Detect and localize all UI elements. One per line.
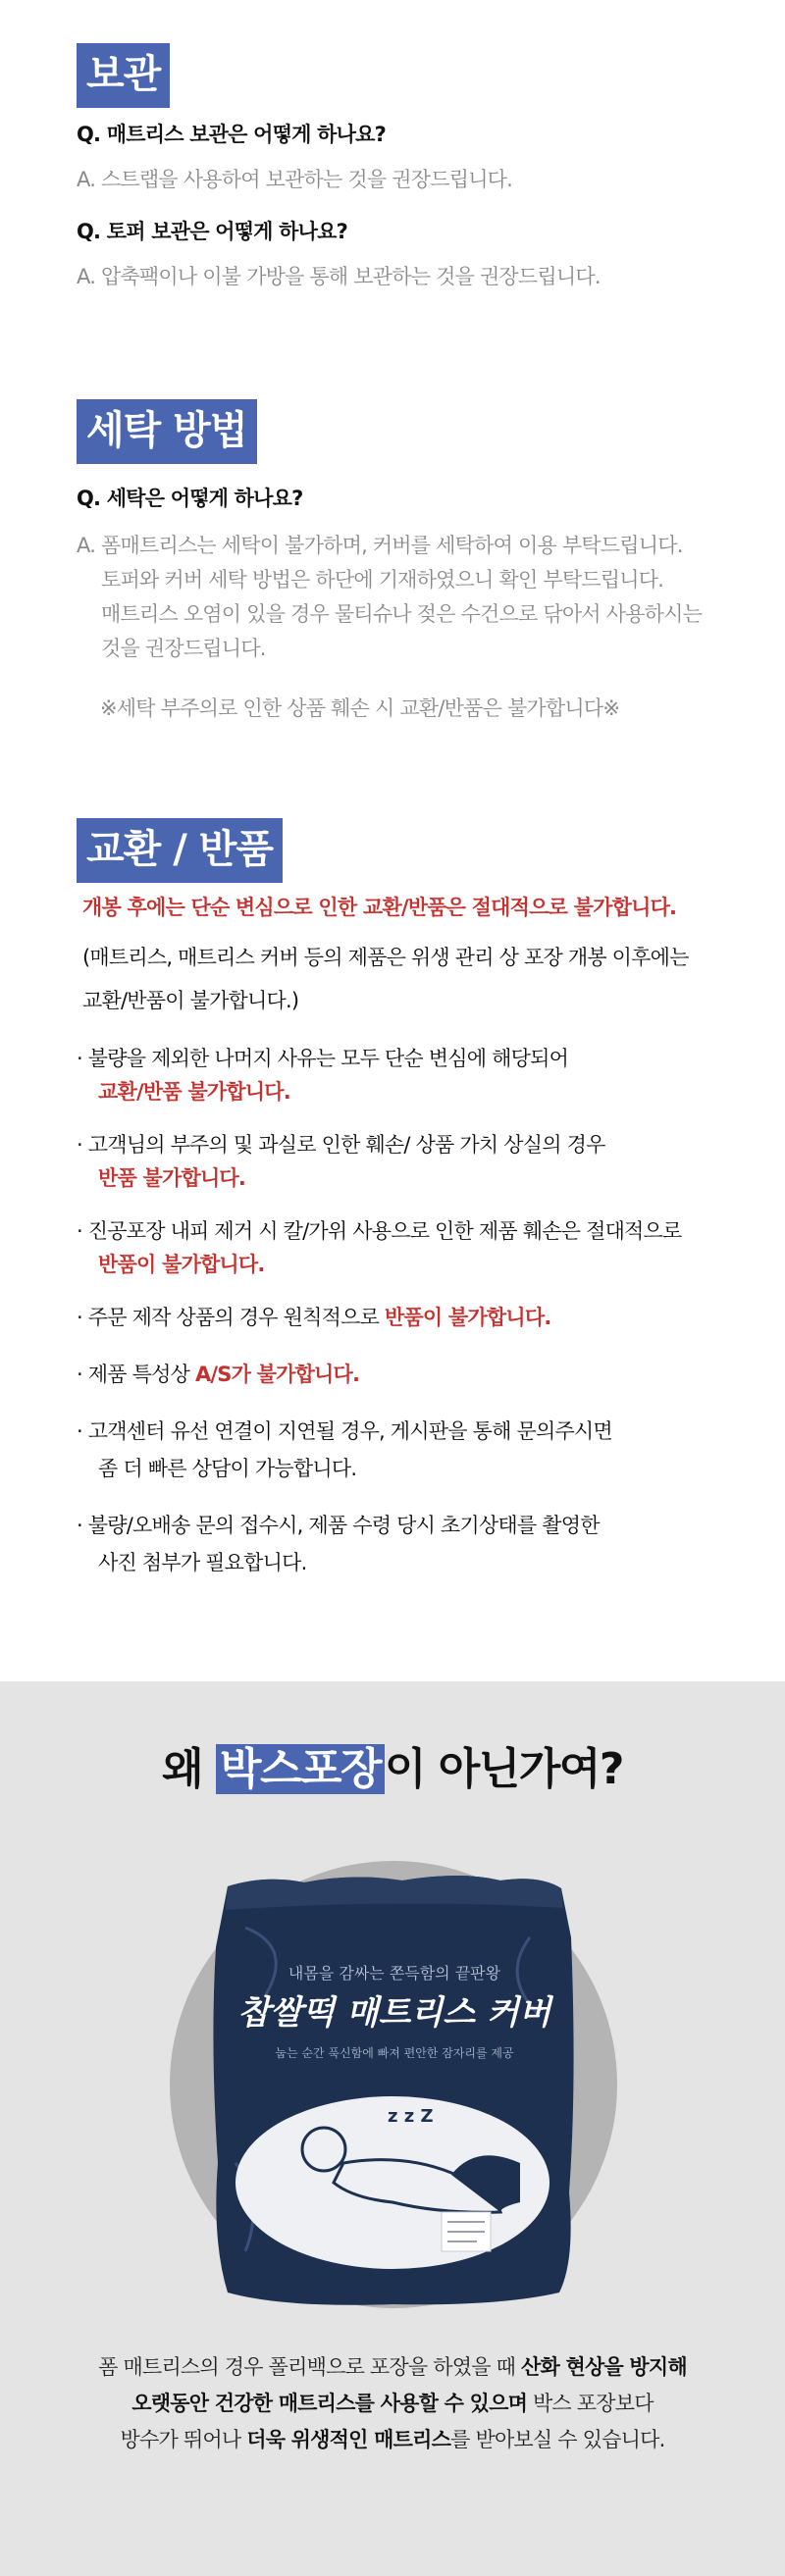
bullet-text: · 불량/오배송 문의 접수시, 제품 수령 당시 초기상태를 촬영한	[77, 1514, 600, 1537]
washing-answer-line: 토퍼와 커버 세탁 방법은 하단에 기재하였으니 확인 부탁드립니다.	[101, 568, 664, 592]
why-box-title	[0, 1740, 785, 1799]
zzz-text: z z Z	[388, 2106, 434, 2127]
storage-answer-2: A. 압축팩이나 이불 가방을 통해 보관하는 것을 권장드립니다.	[77, 265, 601, 288]
bullet-warning: 반품 불가합니다.	[98, 1166, 246, 1190]
bullet-warning: 반품이 불가합니다.	[384, 1306, 551, 1329]
bullet-text: · 고객센터 유선 연결이 지연될 경우, 게시판을 통해 문의주시면	[77, 1419, 612, 1443]
bullet-warning: A/S가 불가합니다.	[194, 1363, 360, 1386]
exchange-bullet-list	[77, 1040, 714, 1581]
washing-section	[77, 399, 714, 723]
bag-subtitle: 눕는 순간 푹신함에 빠져 편안한 잠자리를 제공	[275, 2046, 514, 2060]
list-item	[77, 1507, 714, 1581]
desc-bold: 산화 현상을 방지해	[520, 2355, 687, 2379]
bullet-warning: 교환/반품 불가합니다.	[98, 1080, 290, 1104]
exchange-warning: 개봉 후에는 단순 변심으로 인한 교환/반품은 절대적으로 불가합니다.	[82, 896, 677, 919]
washing-answer-line: 것을 권장드립니다.	[101, 637, 266, 660]
bullet-text: 사진 첨부가 필요합니다.	[98, 1551, 307, 1574]
bullet-text: 좀 더 빠른 상담이 가능합니다.	[98, 1457, 357, 1480]
desc-bold: 더욱 위생적인 매트리스	[246, 2428, 451, 2451]
exchange-heading: 교환 / 반품	[77, 818, 283, 883]
list-item	[77, 1126, 714, 1193]
bullet-text: · 진공포장 내피 제거 시 칼/가위 사용으로 인한 제품 훼손은 절대적으로	[77, 1219, 682, 1243]
washing-question: Q. 세탁은 어떻게 하나요?	[77, 487, 303, 510]
storage-section	[77, 43, 714, 294]
storage-answer-1: A. 스트랩을 사용하여 보관하는 것을 권장드립니다.	[77, 168, 513, 191]
washing-answer-line: 매트리스 오염이 있을 경우 물티슈나 젖은 수건으로 닦아서 사용하시는	[101, 602, 703, 626]
exchange-subnote-line: 교환/반품이 불가합니다.)	[82, 989, 299, 1012]
desc-text: 폼 매트리스의 경우 폴리백으로 포장을 하였을 때	[98, 2355, 521, 2379]
exchange-section	[77, 818, 714, 1601]
washing-answer	[77, 529, 714, 666]
washing-answer-prefix: A.	[77, 534, 96, 557]
washing-note: ※세탁 부주의로 인한 상품 훼손 시 교환/반품은 불가합니다※	[100, 696, 620, 720]
desc-bold: 오랫동안 건강한 매트리스를 사용할 수 있으며	[131, 2392, 528, 2415]
bullet-text: · 고객님의 부주의 및 과실로 인한 훼손/ 상품 가치 상실의 경우	[77, 1133, 605, 1157]
desc-text: 박스 포장보다	[527, 2392, 654, 2415]
list-item	[77, 1356, 714, 1393]
why-box-description	[0, 2349, 785, 2458]
desc-text: 방수가 뛰어나	[120, 2428, 247, 2451]
bag-tagline: 내몸을 감싸는 쫀득함의 끝판왕	[288, 1964, 501, 1983]
list-item	[77, 1040, 714, 1107]
storage-heading: 보관	[77, 43, 170, 108]
bullet-warning: 반품이 불가합니다.	[98, 1253, 265, 1276]
exchange-subnote-line: (매트리스, 매트리스 커버 등의 제품은 위생 관리 상 포장 개봉 이후에는	[82, 946, 689, 969]
polybag-product-image	[206, 1869, 579, 2310]
why-title-post: 이 아닌가여?	[384, 1744, 623, 1794]
why-title-highlight: 박스포장	[216, 1744, 385, 1794]
list-item	[77, 1413, 714, 1487]
bag-product-name: 찹쌀떡 매트리스 커버	[237, 1993, 551, 2033]
list-item	[77, 1212, 714, 1279]
bullet-text: · 제품 특성상	[77, 1363, 195, 1386]
storage-question-1: Q. 매트리스 보관은 어떻게 하나요?	[77, 123, 386, 146]
washing-heading: 세탁 방법	[77, 399, 257, 464]
why-title-pre: 왜	[162, 1744, 216, 1794]
desc-text: 를 받아보실 수 있습니다.	[450, 2428, 665, 2451]
washing-answer-line: 폼매트리스는 세탁이 불가하며, 커버를 세탁하여 이용 부탁드립니다.	[101, 534, 683, 557]
list-item	[77, 1299, 714, 1336]
bullet-text: · 불량을 제외한 나머지 사유는 모두 단순 변심에 해당되어	[77, 1047, 569, 1070]
storage-question-2: Q. 토퍼 보관은 어떻게 하나요?	[77, 220, 348, 243]
bullet-text: · 주문 제작 상품의 경우 원칙적으로	[77, 1306, 385, 1329]
